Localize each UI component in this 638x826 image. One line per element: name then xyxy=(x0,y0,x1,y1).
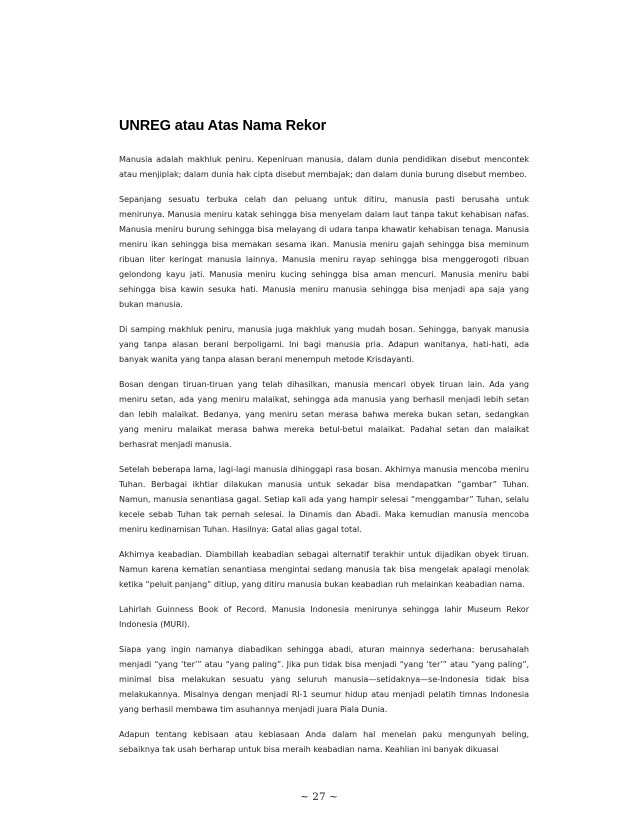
paragraph-3: Di samping makhluk peniru, manusia juga makhluk yang mudah bosan. Sehingga, banyak manusia yang tanpa alasan berani berpoligami. Ini bagi manusia pria. Adapun wanitanya, hati-hati, ada banyak wanita yang tanpa alasan berani menempuh metode Krisdayanti. xyxy=(119,324,529,364)
chapter-title: UNREG atau Atas Nama Rekor xyxy=(119,118,327,134)
paragraph-2: Sepanjang sesuatu terbuka celah dan peluang untuk ditiru, manusia pasti berusaha untuk menirunya. Manusia meniru katak sehingga bisa menyelam dalam laut tanpa takut kehabisan nafas. Manusia meniru burung sehingga bisa melayang di udara tanpa khawatir kehabisan tenaga. Manusia meniru ikan sehingga bisa memakan sesama ikan. Manusia meniru gajah sehingga bisa meminum ribuan liter keringat manusia lainnya. Manusia meniru rayap sehingga bisa menggerogoti ribuan gelondong kayu jati. Manusia meniru kucing sehingga bisa aman mencuri. Manusia meniru babi sehingga bisa kawin sesuka hati. Manusia meniru manusia sehingga bisa menjadi apa saja yang bukan manusia. xyxy=(119,194,529,309)
paragraph-4: Bosan dengan tiruan-tiruan yang telah dihasilkan, manusia mencari obyek tiruan lain. Ada yang meniru setan, ada yang meniru malaikat, sehingga ada manusia yang berhasil menjadi lebih setan dan lebih malaikat. Bedanya, yang meniru setan merasa bahwa mereka bukan setan, sedangkan yang meniru malaikat merasa bahwa mereka betul-betul malaikat. Padahal setan dan malaikat berhasrat menjadi manusia. xyxy=(119,379,529,449)
paragraph-7: Lahirlah Guinness Book of Record. Manusia Indonesia menirunya sehingga lahir Museum Rekor Indonesia (MURI). xyxy=(119,604,529,629)
paragraph-1: Manusia adalah makhluk peniru. Kepeniruan manusia, dalam dunia pendidikan disebut mencontek atau menjiplak; dalam dunia hak cipta disebut membajak; dan dalam dunia burung disebut membeo. xyxy=(119,154,529,179)
page-number: ~ 27 ~ xyxy=(300,791,338,803)
paragraph-9: Adapun tentang kebisaan atau kebiasaan Anda dalam hal menelan paku mengunyah beling, sebaiknya tak usah berharap untuk bisa meraih keabadian nama. Keahlian ini banyak dikuasai xyxy=(119,729,529,754)
paragraph-8: Siapa yang ingin namanya diabadikan sehingga abadi, aturan mainnya sederhana: berusahalah menjadi “yang ‘ter’” atau “yang paling”. Jika pun tidak bisa menjadi “yang ‘ter’” atau “yang paling”, minimal bisa melakukan sesuatu yang seluruh manusia—setidaknya—se-Indonesia tidak bisa melakukannya. Misalnya dengan menjadi RI-1 seumur hidup atau menjadi pelatih timnas Indonesia yang berhasil membawa tim asuhannya menjadi juara Piala Dunia. xyxy=(119,644,529,714)
paragraph-6: Akhirnya keabadian. Diambillah keabadian sebagai alternatif terakhir untuk dijadikan obyek tiruan. Namun karena kematian senantiasa mengintai sedang manusia tak bisa mengelak apalagi menolak ketika “peluit panjang” ditiup, yang ditiru manusia bukan keabadian ruh melainkan keabadian nama. xyxy=(119,549,529,589)
paragraph-5: Setelah beberapa lama, lagi-lagi manusia dihinggapi rasa bosan. Akhirnya manusia mencoba meniru Tuhan. Berbagai ikhtiar dilakukan manusia untuk sekadar bisa mendapatkan “gambar” Tuhan. Namun, manusia senantiasa gagal. Setiap kali ada yang hampir selesai “menggambar” Tuhan, selalu kecele sebab Tuhan tak pernah selesai. Ia Dinamis dan Abadi. Maka kemudian manusia mencoba meniru kedinamisan Tuhan. Hasilnya: Gatal alias gagal total. xyxy=(119,464,529,534)
page-content xyxy=(119,118,529,767)
